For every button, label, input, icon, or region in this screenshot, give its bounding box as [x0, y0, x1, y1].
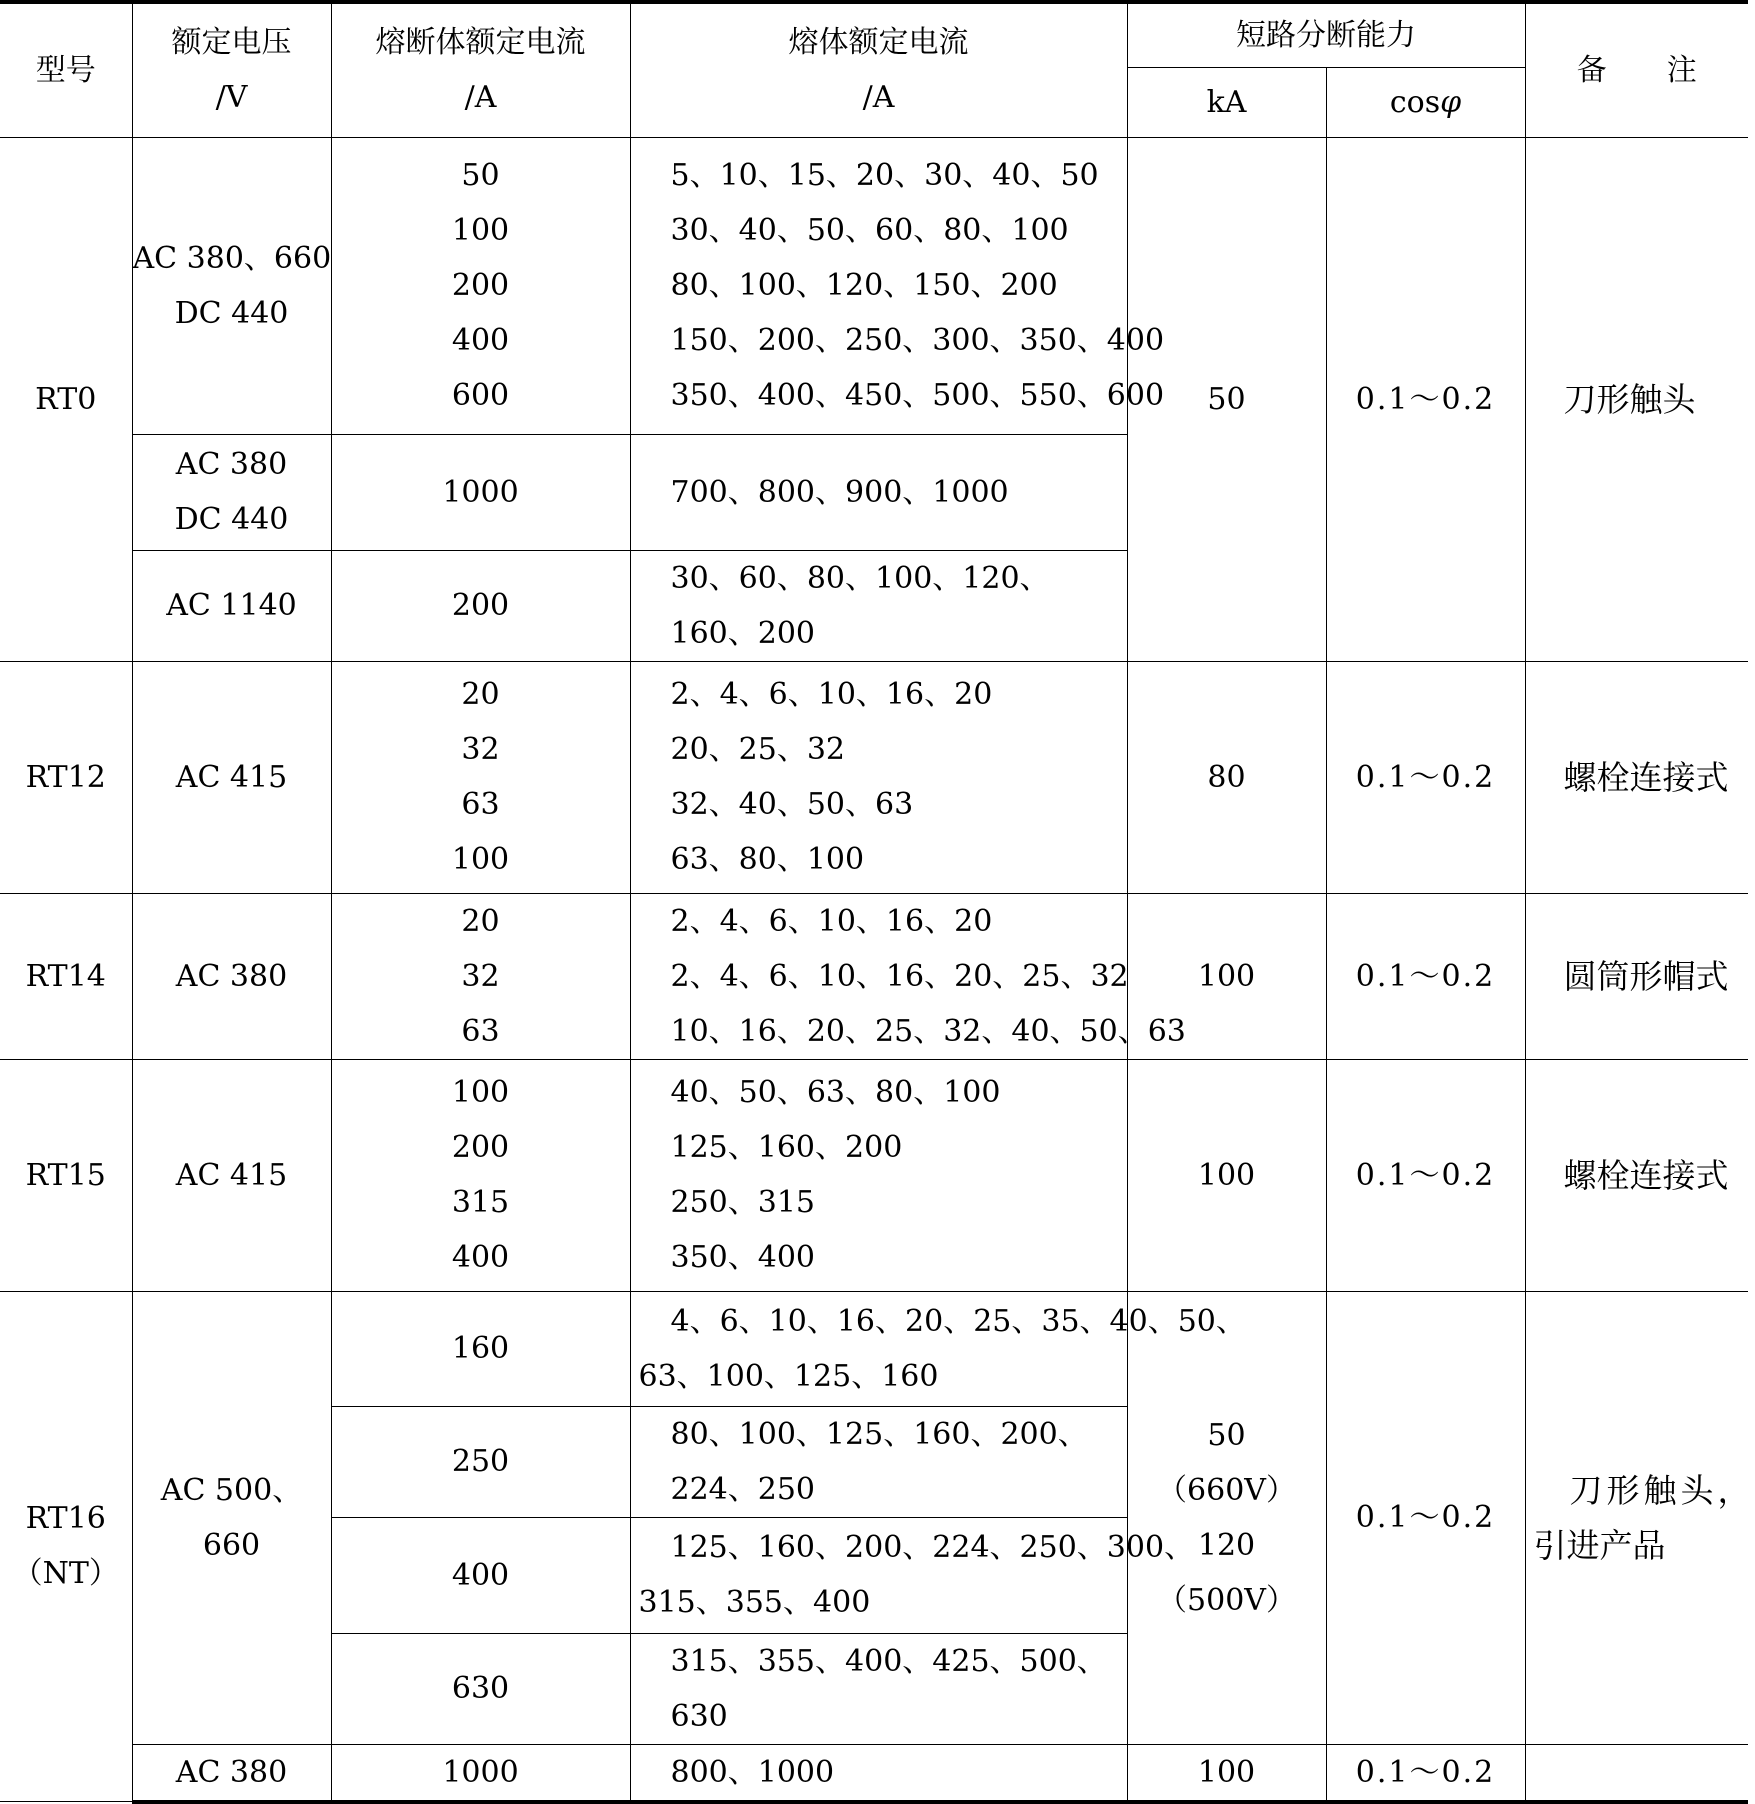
cos-phi-cell: 0.1～0.2	[1326, 1291, 1525, 1744]
remark-cell	[1525, 1744, 1748, 1802]
breaking-ka-cell: 100	[1127, 1744, 1326, 1802]
header-fuse-base-current: 熔断体额定电流 /A	[331, 2, 630, 137]
breaking-ka-cell: 50	[1127, 137, 1326, 661]
fuse-base-current-cell: 200	[331, 550, 630, 661]
remark-cell: 螺栓连接式	[1525, 661, 1748, 893]
model-cell: RT16 （NT）	[0, 1291, 132, 1802]
fuse-current-cell: 2、4、6、10、16、20 20、25、32 32、40、50、63 63、80、100	[630, 661, 1127, 893]
fuse-base-current-cell: 630	[331, 1633, 630, 1744]
fuse-base-current-cell: 1000	[331, 434, 630, 550]
fuse-current-cell: 700、800、900、1000	[630, 434, 1127, 550]
header-rated-voltage: 额定电压 /V	[132, 2, 331, 137]
fuse-base-current-cell: 1000	[331, 1744, 630, 1802]
fuse-base-current-cell: 400	[331, 1517, 630, 1633]
cos-phi-cell: 0.1～0.2	[1326, 137, 1525, 661]
header-remarks: 备 注	[1525, 2, 1748, 137]
breaking-ka-cell: 50 （660V） 120 （500V）	[1127, 1291, 1326, 1744]
voltage-cell: AC 500、660	[132, 1291, 331, 1744]
fuse-current-cell: 80、100、125、160、200、224、250	[630, 1406, 1127, 1517]
fuse-base-current-cell: 20 32 63	[331, 893, 630, 1059]
voltage-cell: AC 380 DC 440	[132, 434, 331, 550]
fuse-current-cell: 315、355、400、425、500、630	[630, 1633, 1127, 1744]
cos-phi-cell: 0.1～0.2	[1326, 1059, 1525, 1291]
fuse-base-current-cell: 50 100 200 400 600	[331, 137, 630, 434]
model-cell: RT14	[0, 893, 132, 1059]
fuse-current-cell: 5、10、15、20、30、40、50 30、40、50、60、80、100 80、100、120、150、200 150、200、250、300、350、400 350、400、450、500、550、600	[630, 137, 1127, 434]
fuse-current-cell: 40、50、63、80、100 125、160、200 250、315 350、400	[630, 1059, 1127, 1291]
header-ka: kA	[1127, 67, 1326, 137]
cos-phi-cell: 0.1～0.2	[1326, 893, 1525, 1059]
voltage-cell: AC 380	[132, 893, 331, 1059]
fuse-current-cell: 30、60、80、100、120、160、200	[630, 550, 1127, 661]
model-cell: RT12	[0, 661, 132, 893]
breaking-ka-cell: 100	[1127, 1059, 1326, 1291]
fuse-base-current-cell: 100 200 315 400	[331, 1059, 630, 1291]
breaking-ka-cell: 80	[1127, 661, 1326, 893]
model-cell: RT15	[0, 1059, 132, 1291]
remark-cell: 刀形触头， 引进产品	[1525, 1291, 1748, 1744]
header-model: 型号	[0, 2, 132, 137]
fuse-current-cell: 2、4、6、10、16、20 2、4、6、10、16、20、25、32 10、16、20、25、32、40、50、63	[630, 893, 1127, 1059]
voltage-cell: AC 380	[132, 1744, 331, 1802]
fuse-base-current-cell: 250	[331, 1406, 630, 1517]
model-cell: RT0	[0, 137, 132, 661]
header-cos-phi: cosφ	[1326, 67, 1525, 137]
remark-cell: 圆筒形帽式	[1525, 893, 1748, 1059]
voltage-cell: AC 415	[132, 1059, 331, 1291]
fuse-base-current-cell: 160	[331, 1291, 630, 1406]
breaking-ka-cell: 100	[1127, 893, 1326, 1059]
remark-cell: 刀形触头	[1525, 137, 1748, 661]
voltage-cell: AC 1140	[132, 550, 331, 661]
voltage-cell: AC 415	[132, 661, 331, 893]
cos-phi-cell: 0.1～0.2	[1326, 661, 1525, 893]
remark-cell: 螺栓连接式	[1525, 1059, 1748, 1291]
header-breaking-capacity: 短路分断能力	[1127, 2, 1525, 67]
fuse-base-current-cell: 20 32 63 100	[331, 661, 630, 893]
cos-phi-cell: 0.1～0.2	[1326, 1744, 1525, 1802]
header-fuse-current: 熔体额定电流 /A	[630, 2, 1127, 137]
fuse-current-cell: 4、6、10、16、20、25、35、40、50、 63、100、125、160	[630, 1291, 1127, 1406]
fuse-current-cell: 800、1000	[630, 1744, 1127, 1802]
fuse-current-cell: 125、160、200、224、250、300、 315、355、400	[630, 1517, 1127, 1633]
voltage-cell: AC 380、660 DC 440	[132, 137, 331, 434]
